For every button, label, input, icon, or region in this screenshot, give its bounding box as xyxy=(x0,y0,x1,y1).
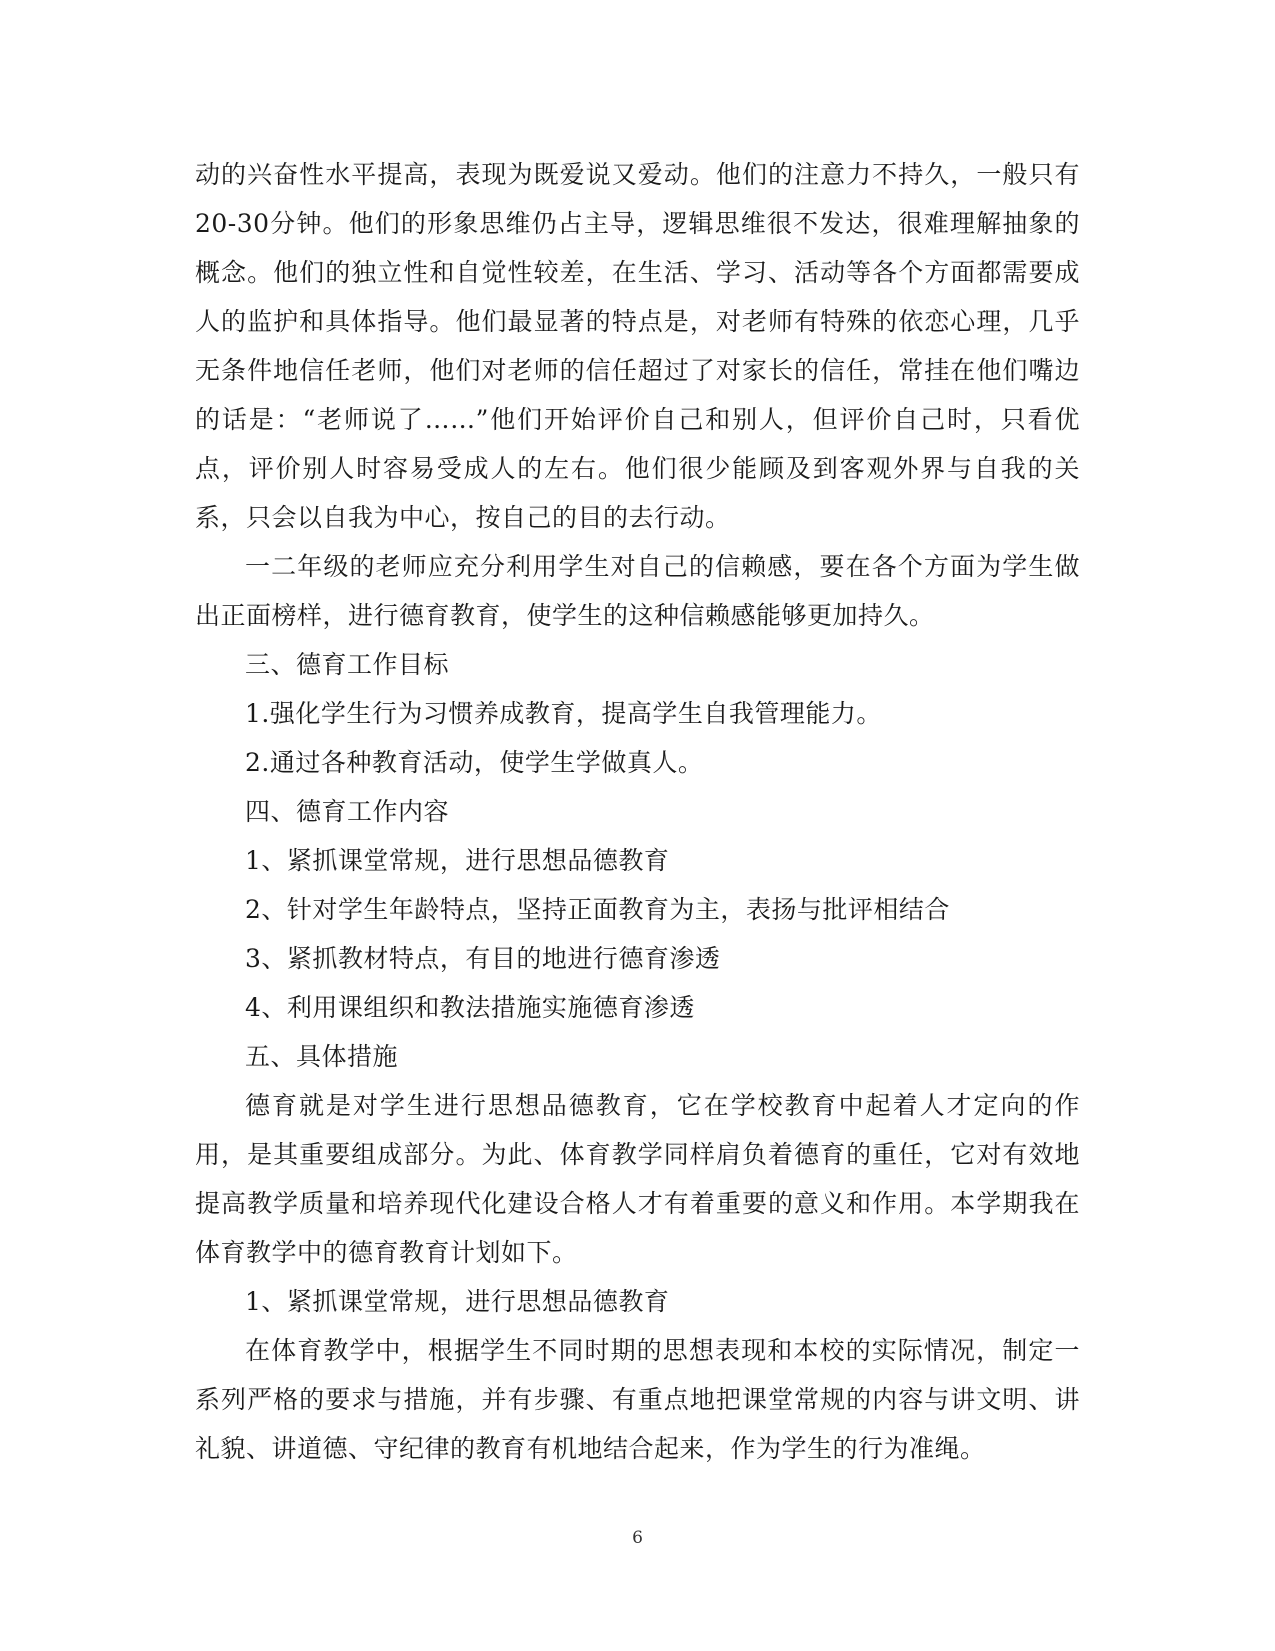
heading-section-4: 四、德育工作内容 xyxy=(245,797,450,826)
heading-section-5: 五、具体措施 xyxy=(245,1042,399,1071)
goal-item-1: 1.强化学生行为习惯养成教育，提高学生自我管理能力。 xyxy=(245,699,882,728)
goal-item-2: 2.通过各种教育活动，使学生学做真人。 xyxy=(245,748,704,777)
document-body xyxy=(195,150,1080,1473)
content-item-3: 3、紧抓教材特点，有目的地进行德育渗透 xyxy=(245,944,721,973)
content-item-2: 2、针对学生年龄特点，坚持正面教育为主，表扬与批评相结合 xyxy=(245,895,950,924)
paragraph-classroom-rules: 在体育教学中，根据学生不同时期的思想表现和本校的实际情况，制定一系列严格的要求与措施，并有步骤、有重点地把课堂常规的内容与讲文明、讲礼貌、讲道德、守纪律的教育有机地结合起来，作为学生的行为准绳。 xyxy=(195,1336,1080,1463)
paragraph-moral-education: 德育就是对学生进行思想品德教育，它在学校教育中起着人才定向的作用，是其重要组成部分。为此、体育教学同样肩负着德育的重任，它对有效地提高教学质量和培养现代化建设合格人才有着重要的意义和作用。本学期我在体育教学中的德育教育计划如下。 xyxy=(195,1091,1080,1267)
page-number: 6 xyxy=(632,1528,643,1548)
paragraph-teacher-trust: 一二年级的老师应充分利用学生对自己的信赖感，要在各个方面为学生做出正面榜样，进行德育教育，使学生的这种信赖感能够更加持久。 xyxy=(195,552,1080,630)
heading-section-3: 三、德育工作目标 xyxy=(245,650,450,679)
content-item-1: 1、紧抓课堂常规，进行思想品德教育 xyxy=(245,846,670,875)
paragraph-student-traits: 动的兴奋性水平提高，表现为既爱说又爱动。他们的注意力不持久，一般只有20-30分钟。他们的形象思维仍占主导，逻辑思维很不发达，很难理解抽象的概念。他们的独立性和自觉性较差，在生活、学习、活动等各个方面都需要成人的监护和具体指导。他们最显著的特点是，对老师有特殊的依恋心理，几乎无条件地信任老师，他们对老师的信任超过了对家长的信任，常挂在他们嘴边的话是：“老师说了……”他们开始评价自己和别人，但评价自己时，只看优点，评价别人时容易受成人的左右。他们很少能顾及到客观外界与自我的关系，只会以自我为中心，按自己的目的去行动。 xyxy=(195,160,1080,532)
measure-item-1: 1、紧抓课堂常规，进行思想品德教育 xyxy=(245,1287,670,1316)
content-item-4: 4、利用课组织和教法措施实施德育渗透 xyxy=(245,993,695,1022)
